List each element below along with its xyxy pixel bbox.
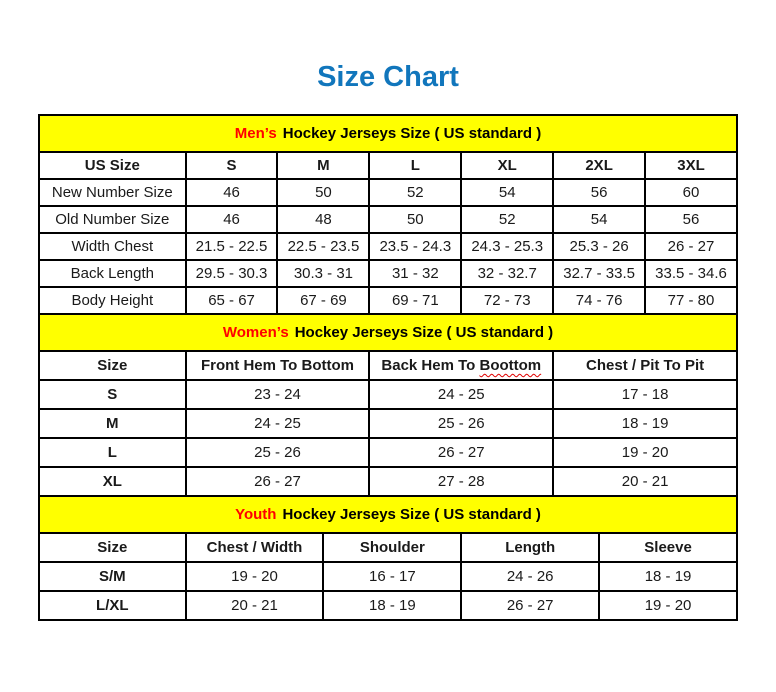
column-header [369, 152, 461, 179]
column-header [461, 533, 599, 562]
band-highlight: Men’s [234, 124, 277, 142]
size-cell: 21.5 - 22.5 [186, 233, 278, 260]
table-row [39, 206, 737, 233]
size-cell: 19 - 20 [599, 591, 737, 620]
mens-size-table [38, 114, 738, 315]
column-header-label: L [410, 156, 420, 174]
column-header-label: Front Hem To Bottom [200, 356, 354, 374]
size-cell: 69 - 71 [369, 287, 461, 314]
table-row [39, 591, 737, 620]
size-cell: 20 - 21 [553, 467, 737, 496]
size-cell: 17 - 18 [553, 380, 737, 409]
size-cell: 26 - 27 [645, 233, 737, 260]
column-header [186, 351, 370, 380]
row-label: L [39, 438, 186, 467]
size-cell: 50 [369, 206, 461, 233]
size-cell: 60 [645, 179, 737, 206]
column-header [39, 152, 186, 179]
column-header [599, 533, 737, 562]
band-row [39, 314, 737, 351]
band-highlight: Youth [235, 505, 277, 523]
size-cell: 26 - 27 [369, 438, 553, 467]
section-band [39, 115, 737, 152]
column-header-label: Back Hem To [381, 356, 480, 374]
band-row [39, 496, 737, 533]
row-label: Body Height [39, 287, 186, 314]
column-header-label: Sleeve [644, 538, 692, 556]
row-label: L/XL [39, 591, 186, 620]
column-header-label: Chest / Pit To Pit [586, 356, 705, 374]
size-cell: 46 [186, 206, 278, 233]
row-label: Width Chest [39, 233, 186, 260]
section-band [39, 496, 737, 533]
column-header-label: Size [97, 538, 128, 556]
size-cell: 27 - 28 [369, 467, 553, 496]
column-header-label: 2XL [585, 156, 613, 174]
size-cell: 16 - 17 [323, 562, 461, 591]
size-cell: 54 [461, 179, 553, 206]
table-row [39, 409, 737, 438]
misspelled-word: Boottom [479, 356, 542, 374]
band-text: Hockey Jerseys Size ( US standard ) [294, 323, 554, 341]
size-cell: 18 - 19 [323, 591, 461, 620]
size-cell: 56 [553, 179, 645, 206]
size-cell: 22.5 - 23.5 [277, 233, 369, 260]
column-header-label: Size [97, 356, 128, 374]
column-header-label: Length [505, 538, 556, 556]
size-cell: 30.3 - 31 [277, 260, 369, 287]
size-cell: 19 - 20 [553, 438, 737, 467]
size-cell: 67 - 69 [277, 287, 369, 314]
band-row [39, 115, 737, 152]
column-header-label: Chest / Width [206, 538, 303, 556]
size-cell: 26 - 27 [186, 467, 370, 496]
size-cell: 77 - 80 [645, 287, 737, 314]
womens-size-table [38, 313, 738, 497]
size-cell: 72 - 73 [461, 287, 553, 314]
row-label: Old Number Size [39, 206, 186, 233]
table-row [39, 179, 737, 206]
column-header [553, 351, 737, 380]
column-header [645, 152, 737, 179]
size-cell: 25 - 26 [186, 438, 370, 467]
size-cell: 29.5 - 30.3 [186, 260, 278, 287]
size-cell: 74 - 76 [553, 287, 645, 314]
band-text: Hockey Jerseys Size ( US standard ) [282, 124, 542, 142]
row-label: S/M [39, 562, 186, 591]
size-cell: 65 - 67 [186, 287, 278, 314]
column-header [323, 533, 461, 562]
size-cell: 24 - 25 [369, 380, 553, 409]
size-cell: 24 - 25 [186, 409, 370, 438]
section-band [39, 314, 737, 351]
column-header [277, 152, 369, 179]
size-cell: 32.7 - 33.5 [553, 260, 645, 287]
size-cell: 48 [277, 206, 369, 233]
row-label: Back Length [39, 260, 186, 287]
size-cell: 50 [277, 179, 369, 206]
column-header [39, 533, 186, 562]
column-header [461, 152, 553, 179]
table-row [39, 233, 737, 260]
size-cell: 33.5 - 34.6 [645, 260, 737, 287]
table-row [39, 467, 737, 496]
size-cell: 20 - 21 [186, 591, 324, 620]
size-cell: 26 - 27 [461, 591, 599, 620]
size-cell: 56 [645, 206, 737, 233]
size-cell: 46 [186, 179, 278, 206]
page-title: Size Chart [317, 61, 459, 93]
column-header-label: Shoulder [359, 538, 425, 556]
column-header [186, 152, 278, 179]
size-cell: 25 - 26 [369, 409, 553, 438]
column-header [369, 351, 553, 380]
row-label: XL [39, 467, 186, 496]
header-row [39, 152, 737, 179]
column-header-label: US Size [84, 156, 140, 174]
column-header [186, 533, 324, 562]
size-cell: 23 - 24 [186, 380, 370, 409]
row-label: M [39, 409, 186, 438]
row-label: S [39, 380, 186, 409]
size-cell: 52 [461, 206, 553, 233]
column-header [39, 351, 186, 380]
size-cell: 32 - 32.7 [461, 260, 553, 287]
column-header [553, 152, 645, 179]
size-cell: 24.3 - 25.3 [461, 233, 553, 260]
size-cell: 18 - 19 [553, 409, 737, 438]
header-row [39, 533, 737, 562]
column-header-label: 3XL [677, 156, 705, 174]
column-header-label: XL [497, 156, 517, 174]
size-cell: 54 [553, 206, 645, 233]
table-row [39, 438, 737, 467]
table-row [39, 260, 737, 287]
band-text: Hockey Jerseys Size ( US standard ) [282, 505, 541, 523]
size-cell: 25.3 - 26 [553, 233, 645, 260]
size-cell: 31 - 32 [369, 260, 461, 287]
header-row [39, 351, 737, 380]
size-cell: 24 - 26 [461, 562, 599, 591]
size-chart [38, 114, 738, 621]
band-highlight: Women’s [222, 323, 289, 341]
size-cell: 19 - 20 [186, 562, 324, 591]
size-cell: 18 - 19 [599, 562, 737, 591]
table-row [39, 287, 737, 314]
youth-size-table [38, 495, 738, 621]
column-header-label: S [226, 156, 237, 174]
table-row [39, 562, 737, 591]
row-label: New Number Size [39, 179, 186, 206]
size-cell: 52 [369, 179, 461, 206]
table-row [39, 380, 737, 409]
column-header-label: M [317, 156, 330, 174]
size-cell: 23.5 - 24.3 [369, 233, 461, 260]
